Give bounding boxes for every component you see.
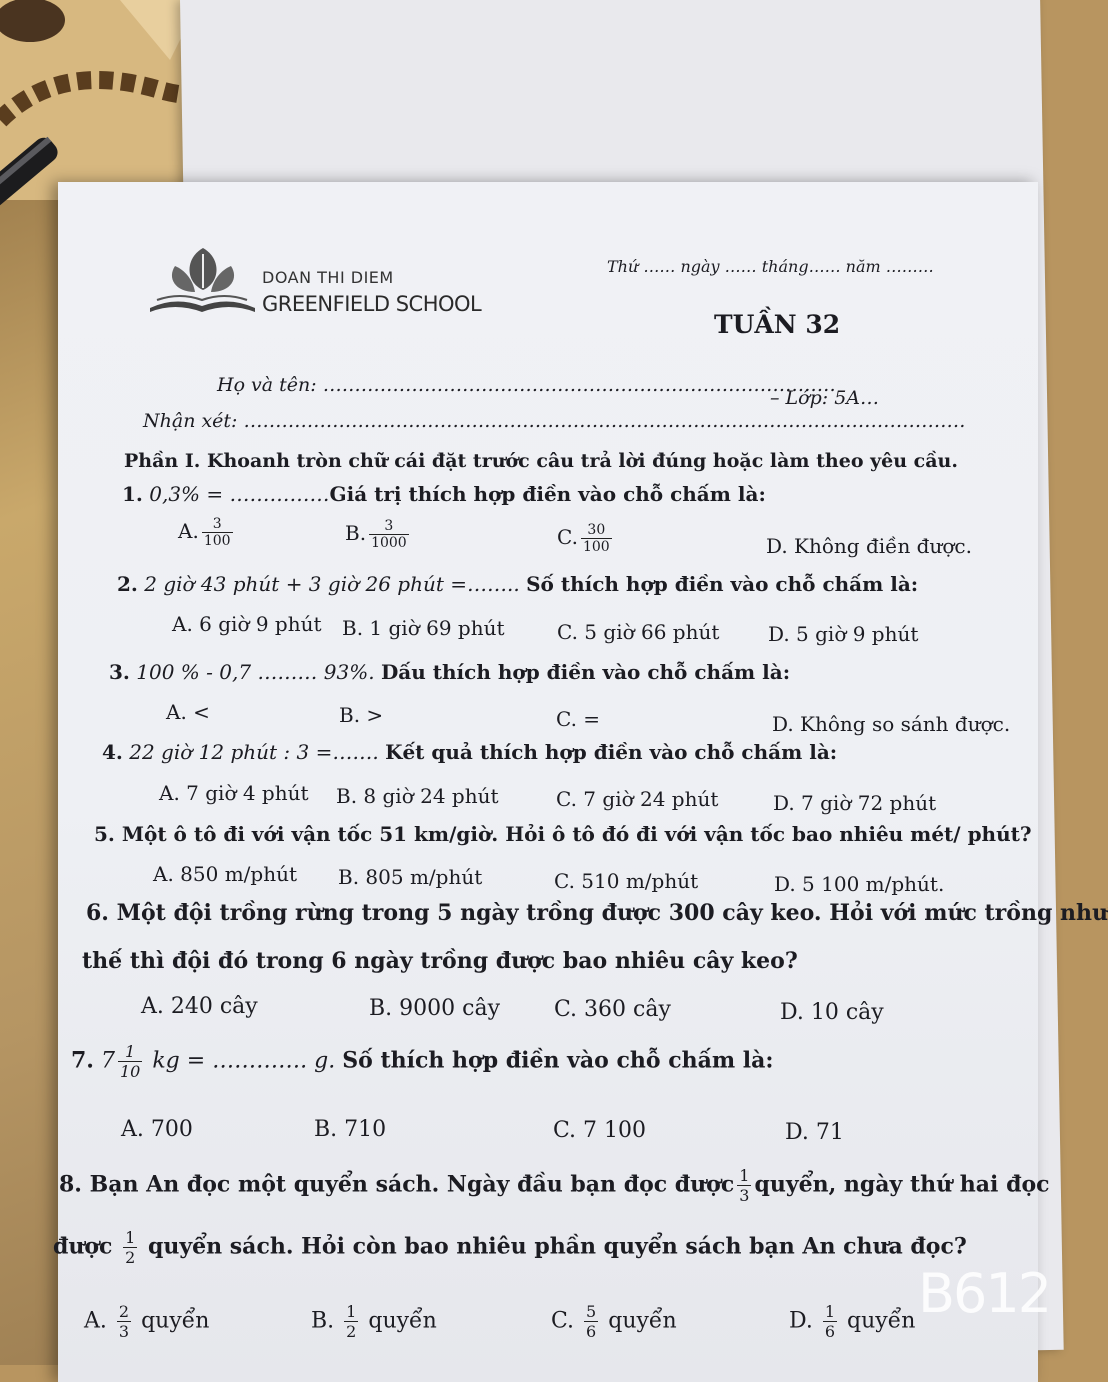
q3-option-a[interactable]: A. <	[166, 700, 210, 724]
school-name-top: DOAN THI DIEM	[262, 268, 394, 287]
q5-option-a[interactable]: A. 850 m/phút	[153, 862, 297, 886]
question-8-line-1: 8. Bạn An đọc một quyển sách. Ngày đầu bạn đọc được $\frac{1}{3}$ quyển, ngày thứ hai đọc	[59, 1166, 1050, 1205]
question-6-line-1: 6. Một đội trồng rừng trong 5 ngày trồng được 300 cây keo. Hỏi với mức trồng như	[86, 900, 1108, 926]
question-8-line-2: được $\frac{1}{2}$ quyển sách. Hỏi còn bao nhiêu phần quyển sách bạn An chưa đọc?	[53, 1228, 967, 1267]
question-5: 5. Một ô tô đi với vận tốc 51 km/giờ. Hỏi ô tô đó đi với vận tốc bao nhiêu mét/ phút?	[94, 822, 1032, 846]
q1-option-d[interactable]: D. Không điền được.	[766, 534, 972, 558]
q4-option-c[interactable]: C. 7 giờ 24 phút	[556, 787, 719, 811]
q2-option-b[interactable]: B. 1 giờ 69 phút	[342, 616, 505, 640]
q7-option-b[interactable]: B. 710	[314, 1117, 387, 1142]
q8-option-b[interactable]: B. $\frac{1}{2}$ quyển	[311, 1302, 437, 1341]
q6-option-c[interactable]: C. 360 cây	[554, 997, 671, 1022]
q3-option-c[interactable]: C. =	[556, 707, 601, 731]
question-2: 2. 2 giờ 43 phút + 3 giờ 26 phút =…….. Số thích hợp điền vào chỗ chấm là:	[117, 572, 919, 596]
q6-option-b[interactable]: B. 9000 cây	[369, 996, 501, 1021]
q7-option-d[interactable]: D. 71	[785, 1120, 844, 1145]
q1-option-c[interactable]: C. $\frac{30}{100}$	[557, 522, 610, 555]
class-field-label: – Lớp: 5A…	[770, 387, 880, 409]
camera-app-watermark: B612	[918, 1262, 1051, 1325]
q8-option-a[interactable]: A. $\frac{2}{3}$ quyển	[84, 1302, 210, 1341]
q3-option-d[interactable]: D. Không so sánh được.	[772, 712, 1011, 736]
q4-option-b[interactable]: B. 8 giờ 24 phút	[336, 784, 499, 808]
q2-option-c[interactable]: C. 5 giờ 66 phút	[557, 620, 720, 644]
question-7: 7. 7 $\frac{1}{10}$ kg = …………. g. Số thích hợp điền vào chỗ chấm là:	[71, 1042, 774, 1081]
q4-option-d[interactable]: D. 7 giờ 72 phút	[773, 791, 937, 815]
q8-option-c[interactable]: C. $\frac{5}{6}$ quyển	[551, 1302, 677, 1341]
question-3: 3. 100 % - 0,7 ……… 93%. Dấu thích hợp điền vào chỗ chấm là:	[109, 660, 791, 684]
q1-option-b[interactable]: B. $\frac{3}{1000}$	[345, 518, 407, 551]
q8-option-d[interactable]: D. $\frac{1}{6}$ quyển	[789, 1302, 916, 1341]
q7-option-c[interactable]: C. 7 100	[553, 1118, 647, 1143]
date-line: Thứ …… ngày …… tháng…… năm ………	[607, 257, 934, 276]
q2-option-a[interactable]: A. 6 giờ 9 phút	[172, 612, 322, 636]
q6-option-a[interactable]: A. 240 cây	[141, 994, 258, 1019]
question-6-line-2: thế thì đội đó trong 6 ngày trồng được bao nhiêu cây keo?	[82, 948, 798, 974]
q7-option-a[interactable]: A. 700	[121, 1117, 193, 1142]
week-title: TUẦN 32	[714, 310, 841, 339]
q1-option-a[interactable]: A. $\frac{3}{100}$	[178, 516, 231, 549]
q3-option-b[interactable]: B. >	[339, 703, 384, 727]
section-title: Phần I. Khoanh tròn chữ cái đặt trước câu trả lời đúng hoặc làm theo yêu cầu.	[124, 450, 958, 472]
q4-option-a[interactable]: A. 7 giờ 4 phút	[159, 781, 309, 805]
question-1: 1. 0,3% = ……………Giá trị thích hợp điền vào chỗ chấm là:	[122, 482, 766, 506]
question-4: 4. 22 giờ 12 phút : 3 =……. Kết quả thích hợp điền vào chỗ chấm là:	[102, 740, 838, 764]
name-field-label: Họ và tên: ………………………………………………………………………	[217, 374, 836, 396]
q5-option-c[interactable]: C. 510 m/phút	[554, 869, 699, 893]
q6-option-d[interactable]: D. 10 cây	[780, 1000, 884, 1025]
school-name-main: GREENFIELD SCHOOL	[262, 292, 482, 316]
school-logo-book-leaf-icon	[145, 240, 260, 320]
q5-option-d[interactable]: D. 5 100 m/phút.	[774, 872, 945, 896]
comment-field-label: Nhận xét: ……………………………………………………………………………………………………	[143, 410, 966, 432]
q5-option-b[interactable]: B. 805 m/phút	[338, 865, 483, 889]
q2-option-d[interactable]: D. 5 giờ 9 phút	[768, 622, 919, 646]
